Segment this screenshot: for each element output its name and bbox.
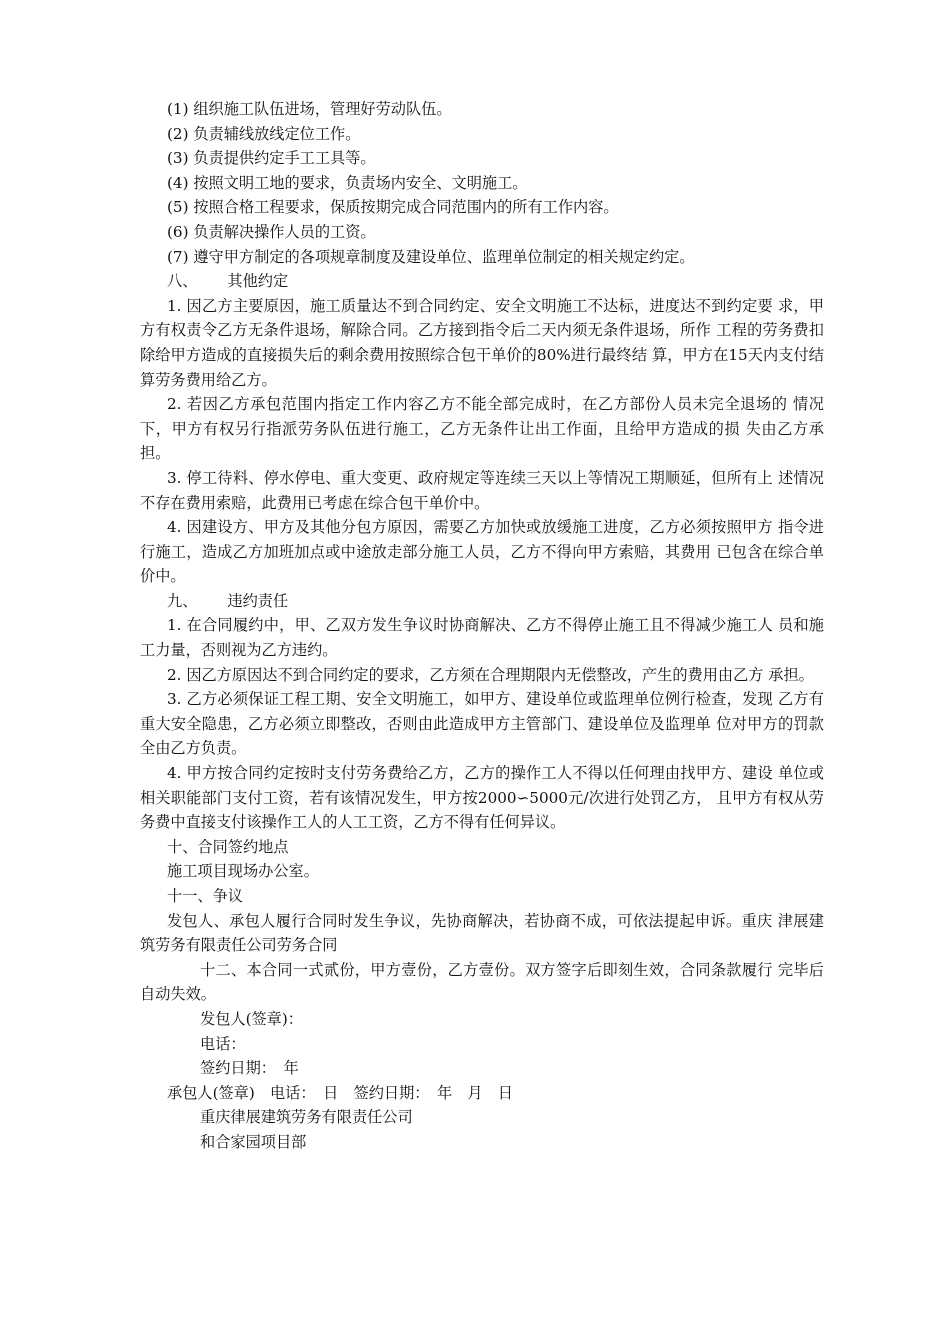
duty-item: (5) 按照合格工程要求，保质按期完成合同范围内的所有工作内容。 (167, 198, 619, 217)
duty-item: (3) 负责提供约定手工工具等。 (167, 149, 376, 168)
section-number: 九、 (167, 591, 198, 610)
duty-item: (7) 遵守甲方制定的各项规章制度及建设单位、监理单位制定的相关规定约定。 (167, 247, 695, 266)
section-content: 施工项目现场办公室。 (167, 862, 319, 881)
section-content: 发包人、承包人履行合同时发生争议，先协商解决，若协商不成，可依法提起申诉。重庆 津展建筑劳务有限责任公司劳务合同 (140, 911, 824, 955)
duty-item: (4) 按照文明工地的要求，负责场内安全、文明施工。 (167, 173, 528, 192)
section-number: 八、 (167, 272, 198, 291)
section-heading-11: 十一、争议 (167, 887, 243, 905)
company-name: 重庆律展建筑劳务有限责任公司 (200, 1108, 413, 1127)
section-title: 其他约定 (227, 272, 289, 291)
duties-list (140, 97, 824, 269)
clause-paragraph: 1. 因乙方主要原因，施工质量达不到合同约定、安全文明施工不达标，进度达不到约定要 求，甲方有权责令乙方无条件退场，解除合同。乙方接到指令后二天内须无条件退场，所作 工程的劳务费扣除给甲方造成的直接损失后的剩余费用按照综合包干单价的80%进行最终结 算，甲方在15天内支付结算劳务费用给乙方。 (140, 296, 824, 389)
signature-block (140, 1007, 824, 1155)
section-heading-10: 十、合同签约地点 (167, 837, 289, 856)
project-name: 和合家园项目部 (200, 1132, 307, 1151)
duty-item: (1) 组织施工队伍进场，管理好劳动队伍。 (167, 100, 452, 118)
clause-paragraph: 4. 因建设方、甲方及其他分包方原因，需要乙方加快或放缓施工进度，乙方必须按照甲方 指令进行施工，造成乙方加班加点或中途放走部分施工人员，乙方不得向甲方索赔，其费用 已包含在综合单价中。 (140, 518, 824, 586)
section-heading-9 (140, 589, 824, 614)
contractor-line: 承包人(签章) 电话： 日 签约日期： 年 月 日 (167, 1083, 513, 1102)
duty-item: (6) 负责解决操作人员的工资。 (167, 222, 376, 241)
section-title: 违约责任 (227, 591, 289, 610)
clause-paragraph: 4. 甲方按合同约定按时支付劳务费给乙方，乙方的操作工人不得以任何理由找甲方、建设 单位或相关职能部门支付工资，若有该情况发生，甲方按2000∽5000元/次进行处罚乙方， 且甲方有权从劳务费中直接支付该操作工人的人工工资，乙方不得有任何异议。 (140, 764, 824, 832)
section-12-paragraph: 十二、本合同一式贰份，甲方壹份，乙方壹份。双方签字后即刻生效，合同条款履行 完毕后自动失效。 (140, 960, 824, 1004)
clause-paragraph: 3. 停工待料、停水停电、重大变更、政府规定等连续三天以上等情况工期顺延，但所有上 述情况不存在费用索赔，此费用已考虑在综合包干单价中。 (140, 468, 824, 512)
employer-signature: 发包人(签章)： (200, 1009, 303, 1028)
clause-paragraph: 2. 若因乙方承包范围内指定工作内容乙方不能全部完成时，在乙方部份人员未完全退场的 情况下，甲方有权另行指派劳务队伍进行施工，乙方无条件让出工作面，且给甲方造成的损 失由乙方承担。 (140, 395, 824, 463)
employer-date: 签约日期： 年 (200, 1059, 299, 1078)
employer-phone: 电话： (200, 1034, 246, 1053)
duty-item: (2) 负责辅线放线定位工作。 (167, 124, 361, 143)
clause-paragraph: 2. 因乙方原因达不到合同约定的要求，乙方须在合理期限内无偿整改，产生的费用由乙方 承担。 (167, 665, 814, 684)
section-heading-8 (140, 269, 824, 294)
clause-paragraph: 3. 乙方必须保证工程工期、安全文明施工，如甲方、建设单位或监理单位例行检查，发现 乙方有重大安全隐患，乙方必须立即整改，否则由此造成甲方主管部门、建设单位及监理单 位对甲方的罚款全由乙方负责。 (140, 690, 824, 758)
clause-paragraph: 1. 在合同履约中，甲、乙双方发生争议时协商解决、乙方不得停止施工且不得减少施工人 员和施工力量，否则视为乙方违约。 (140, 616, 824, 660)
